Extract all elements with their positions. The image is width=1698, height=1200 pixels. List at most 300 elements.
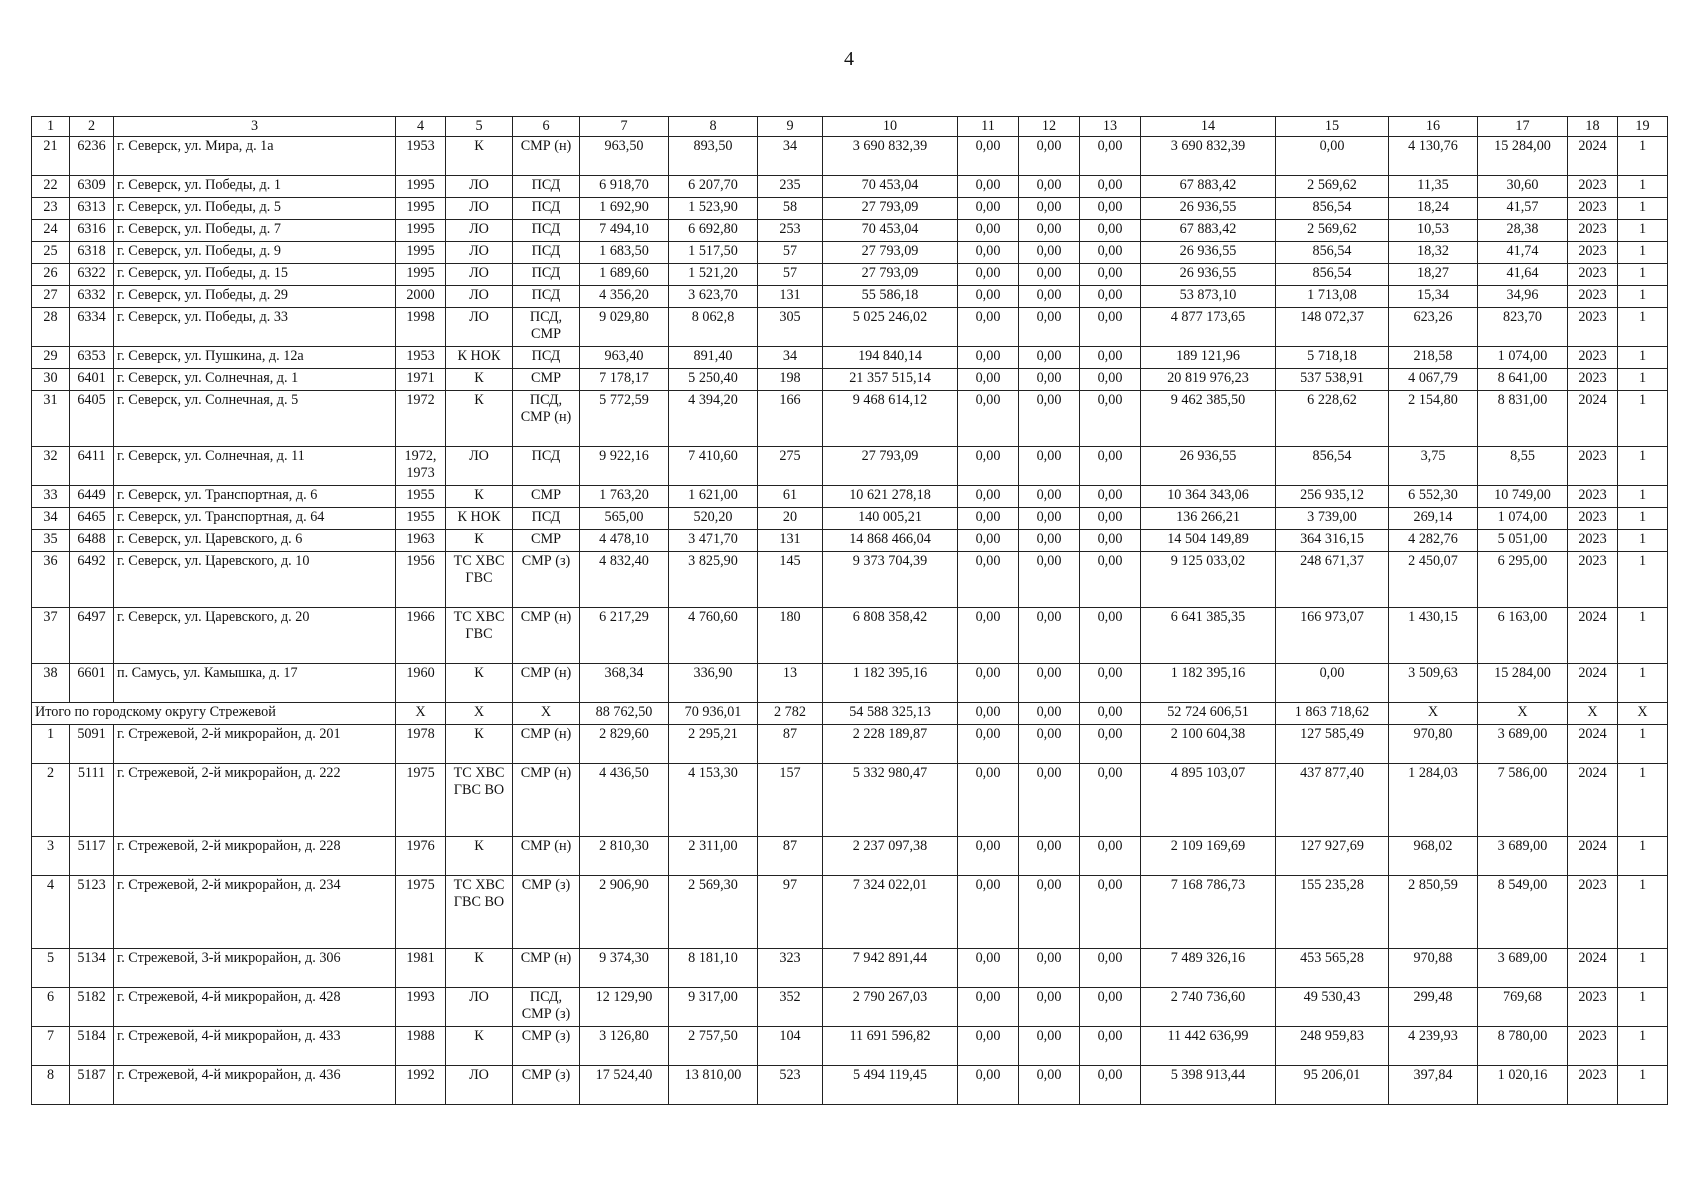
table-row <box>32 242 1668 264</box>
area-living: 5 250,40 <box>669 369 758 391</box>
cost-col-11: 0,00 <box>958 176 1019 198</box>
subtotal-cost-col-13: 0,00 <box>1080 703 1141 725</box>
cost-col-12: 0,00 <box>1019 837 1080 876</box>
cost-col-13: 0,00 <box>1080 1066 1141 1105</box>
cost-col-14: 4 895 103,07 <box>1141 764 1276 837</box>
table-row <box>32 220 1668 242</box>
work-type: К <box>446 837 513 876</box>
cost-total: 7 324 022,01 <box>823 876 958 949</box>
area-total: 2 906,90 <box>580 876 669 949</box>
subtotal-row <box>32 703 1668 725</box>
stage: ПСД <box>513 176 580 198</box>
cost-col-12: 0,00 <box>1019 486 1080 508</box>
cost-col-12: 0,00 <box>1019 391 1080 447</box>
building-code: 6601 <box>70 664 114 703</box>
cost-col-12: 0,00 <box>1019 369 1080 391</box>
work-type: ЛО <box>446 286 513 308</box>
address: п. Самусь, ул. Камышка, д. 17 <box>114 664 396 703</box>
cost-col-12: 0,00 <box>1019 447 1080 486</box>
cost-col-11: 0,00 <box>958 837 1019 876</box>
building-code: 6309 <box>70 176 114 198</box>
cost-col-15: 537 538,91 <box>1276 369 1389 391</box>
work-type: ТС ХВС ГВС ВО <box>446 876 513 949</box>
stage: СМР (н) <box>513 137 580 176</box>
cost-col-15: 95 206,01 <box>1276 1066 1389 1105</box>
cost-total: 9 373 704,39 <box>823 552 958 608</box>
residents: 145 <box>758 552 823 608</box>
area-living: 13 810,00 <box>669 1066 758 1105</box>
residents: 131 <box>758 286 823 308</box>
row-index: 21 <box>32 137 70 176</box>
year-planned: 2023 <box>1568 530 1618 552</box>
subtotal-cost-col-15: 1 863 718,62 <box>1276 703 1389 725</box>
cost-total: 5 332 980,47 <box>823 764 958 837</box>
cost-col-14: 4 877 173,65 <box>1141 308 1276 347</box>
row-index: 6 <box>32 988 70 1027</box>
row-index: 3 <box>32 837 70 876</box>
area-living: 2 295,21 <box>669 725 758 764</box>
cost-col-15: 453 565,28 <box>1276 949 1389 988</box>
work-type: ЛО <box>446 1066 513 1105</box>
cost-col-14: 7 168 786,73 <box>1141 876 1276 949</box>
area-living: 2 757,50 <box>669 1027 758 1066</box>
cost-col-13: 0,00 <box>1080 1027 1141 1066</box>
cost-col-14: 14 504 149,89 <box>1141 530 1276 552</box>
year-planned: 2023 <box>1568 264 1618 286</box>
cost-col-13: 0,00 <box>1080 764 1141 837</box>
cost-col-14: 6 641 385,35 <box>1141 608 1276 664</box>
max-unit-cost: 769,68 <box>1478 988 1568 1027</box>
area-total: 2 829,60 <box>580 725 669 764</box>
col-19: 1 <box>1618 286 1668 308</box>
cost-total: 27 793,09 <box>823 447 958 486</box>
area-living: 4 153,30 <box>669 764 758 837</box>
residents: 235 <box>758 176 823 198</box>
year-planned: 2023 <box>1568 220 1618 242</box>
cost-total: 10 621 278,18 <box>823 486 958 508</box>
table-row <box>32 447 1668 486</box>
cost-col-13: 0,00 <box>1080 486 1141 508</box>
cost-col-15: 856,54 <box>1276 242 1389 264</box>
unit-cost: 18,32 <box>1389 242 1478 264</box>
area-living: 1 521,20 <box>669 264 758 286</box>
cost-total: 27 793,09 <box>823 198 958 220</box>
year-built: 1960 <box>396 664 446 703</box>
cost-col-14: 5 398 913,44 <box>1141 1066 1276 1105</box>
year-built: 1972 <box>396 391 446 447</box>
cost-col-11: 0,00 <box>958 1066 1019 1105</box>
work-type: ЛО <box>446 242 513 264</box>
stage: СМР (н) <box>513 725 580 764</box>
area-living: 1 621,00 <box>669 486 758 508</box>
cost-col-13: 0,00 <box>1080 286 1141 308</box>
max-unit-cost: 8 549,00 <box>1478 876 1568 949</box>
residents: 305 <box>758 308 823 347</box>
max-unit-cost: 1 074,00 <box>1478 347 1568 369</box>
address: г. Стрежевой, 4-й микрорайон, д. 436 <box>114 1066 396 1105</box>
area-living: 3 471,70 <box>669 530 758 552</box>
cost-col-12: 0,00 <box>1019 220 1080 242</box>
area-living: 3 623,70 <box>669 286 758 308</box>
row-index: 29 <box>32 347 70 369</box>
work-type: К <box>446 486 513 508</box>
cost-col-13: 0,00 <box>1080 988 1141 1027</box>
column-number: 8 <box>669 117 758 137</box>
year-built: 1981 <box>396 949 446 988</box>
col-19: 1 <box>1618 837 1668 876</box>
address: г. Стрежевой, 2-й микрорайон, д. 201 <box>114 725 396 764</box>
area-total: 9 374,30 <box>580 949 669 988</box>
building-code: 6316 <box>70 220 114 242</box>
cost-col-15: 3 739,00 <box>1276 508 1389 530</box>
address: г. Северск, ул. Царевского, д. 10 <box>114 552 396 608</box>
building-code: 6322 <box>70 264 114 286</box>
unit-cost: 1 430,15 <box>1389 608 1478 664</box>
cost-total: 194 840,14 <box>823 347 958 369</box>
cost-total: 1 182 395,16 <box>823 664 958 703</box>
cost-col-15: 856,54 <box>1276 447 1389 486</box>
unit-cost: 970,80 <box>1389 725 1478 764</box>
address: г. Северск, ул. Транспортная, д. 6 <box>114 486 396 508</box>
cost-col-11: 0,00 <box>958 308 1019 347</box>
max-unit-cost: 3 689,00 <box>1478 949 1568 988</box>
address: г. Стрежевой, 2-й микрорайон, д. 228 <box>114 837 396 876</box>
residents: 87 <box>758 837 823 876</box>
cost-col-14: 9 462 385,50 <box>1141 391 1276 447</box>
cost-col-15: 2 569,62 <box>1276 220 1389 242</box>
cost-col-11: 0,00 <box>958 220 1019 242</box>
col-19: 1 <box>1618 447 1668 486</box>
area-living: 893,50 <box>669 137 758 176</box>
residents: 34 <box>758 137 823 176</box>
table-row <box>32 508 1668 530</box>
stage: СМР (н) <box>513 949 580 988</box>
col-19: 1 <box>1618 1027 1668 1066</box>
row-index: 8 <box>32 1066 70 1105</box>
building-code: 6353 <box>70 347 114 369</box>
year-planned: 2023 <box>1568 198 1618 220</box>
cost-col-13: 0,00 <box>1080 876 1141 949</box>
max-unit-cost: 41,64 <box>1478 264 1568 286</box>
unit-cost: 299,48 <box>1389 988 1478 1027</box>
cost-col-15: 2 569,62 <box>1276 176 1389 198</box>
table-row <box>32 286 1668 308</box>
area-living: 8 181,10 <box>669 949 758 988</box>
cost-col-11: 0,00 <box>958 764 1019 837</box>
cost-col-14: 26 936,55 <box>1141 198 1276 220</box>
area-total: 1 763,20 <box>580 486 669 508</box>
col-19: 1 <box>1618 369 1668 391</box>
unit-cost: 18,27 <box>1389 264 1478 286</box>
address: г. Северск, ул. Солнечная, д. 1 <box>114 369 396 391</box>
area-total: 368,34 <box>580 664 669 703</box>
max-unit-cost: 41,57 <box>1478 198 1568 220</box>
year-built: 1975 <box>396 876 446 949</box>
building-code: 6449 <box>70 486 114 508</box>
row-index: 23 <box>32 198 70 220</box>
area-living: 7 410,60 <box>669 447 758 486</box>
area-total: 963,50 <box>580 137 669 176</box>
year-built: 1976 <box>396 837 446 876</box>
residents: 166 <box>758 391 823 447</box>
building-code: 6332 <box>70 286 114 308</box>
column-number: 6 <box>513 117 580 137</box>
col-19: 1 <box>1618 876 1668 949</box>
cost-col-14: 1 182 395,16 <box>1141 664 1276 703</box>
unit-cost: 6 552,30 <box>1389 486 1478 508</box>
cost-total: 6 808 358,42 <box>823 608 958 664</box>
cost-col-13: 0,00 <box>1080 837 1141 876</box>
table-row <box>32 988 1668 1027</box>
row-index: 2 <box>32 764 70 837</box>
residents: 57 <box>758 264 823 286</box>
table-row <box>32 837 1668 876</box>
work-type: К <box>446 530 513 552</box>
residents: 34 <box>758 347 823 369</box>
address: г. Северск, ул. Царевского, д. 6 <box>114 530 396 552</box>
building-code: 6236 <box>70 137 114 176</box>
cost-col-13: 0,00 <box>1080 347 1141 369</box>
cost-col-12: 0,00 <box>1019 264 1080 286</box>
year-planned: 2023 <box>1568 176 1618 198</box>
year-built: 1956 <box>396 552 446 608</box>
cost-col-15: 0,00 <box>1276 664 1389 703</box>
area-total: 7 494,10 <box>580 220 669 242</box>
work-type: ЛО <box>446 198 513 220</box>
row-index: 33 <box>32 486 70 508</box>
cost-col-14: 67 883,42 <box>1141 220 1276 242</box>
table-row <box>32 308 1668 347</box>
area-living: 6 692,80 <box>669 220 758 242</box>
subtotal-stage: Х <box>513 703 580 725</box>
year-built: 1966 <box>396 608 446 664</box>
work-type: К <box>446 725 513 764</box>
area-living: 6 207,70 <box>669 176 758 198</box>
subtotal-cost-col-14: 52 724 606,51 <box>1141 703 1276 725</box>
cost-col-14: 136 266,21 <box>1141 508 1276 530</box>
unit-cost: 2 154,80 <box>1389 391 1478 447</box>
area-total: 5 772,59 <box>580 391 669 447</box>
max-unit-cost: 34,96 <box>1478 286 1568 308</box>
year-built: 1953 <box>396 347 446 369</box>
table-row <box>32 347 1668 369</box>
residents: 104 <box>758 1027 823 1066</box>
table-row <box>32 264 1668 286</box>
area-living: 3 825,90 <box>669 552 758 608</box>
cost-col-13: 0,00 <box>1080 530 1141 552</box>
year-built: 1995 <box>396 176 446 198</box>
area-total: 9 922,16 <box>580 447 669 486</box>
area-total: 4 436,50 <box>580 764 669 837</box>
stage: СМР (з) <box>513 1066 580 1105</box>
row-index: 24 <box>32 220 70 242</box>
year-planned: 2023 <box>1568 552 1618 608</box>
row-index: 30 <box>32 369 70 391</box>
col-19: 1 <box>1618 308 1668 347</box>
col-19: 1 <box>1618 176 1668 198</box>
building-code: 6492 <box>70 552 114 608</box>
cost-col-11: 0,00 <box>958 447 1019 486</box>
table-row <box>32 176 1668 198</box>
subtotal-area-total: 88 762,50 <box>580 703 669 725</box>
work-type: ТС ХВС ГВС ВО <box>446 764 513 837</box>
cost-total: 21 357 515,14 <box>823 369 958 391</box>
max-unit-cost: 6 163,00 <box>1478 608 1568 664</box>
cost-col-13: 0,00 <box>1080 369 1141 391</box>
cost-col-11: 0,00 <box>958 1027 1019 1066</box>
stage: СМР <box>513 530 580 552</box>
building-code: 6334 <box>70 308 114 347</box>
stage: ПСД <box>513 264 580 286</box>
cost-col-14: 7 489 326,16 <box>1141 949 1276 988</box>
work-type: К <box>446 369 513 391</box>
max-unit-cost: 3 689,00 <box>1478 837 1568 876</box>
cost-col-14: 53 873,10 <box>1141 286 1276 308</box>
cost-total: 140 005,21 <box>823 508 958 530</box>
cost-col-15: 127 927,69 <box>1276 837 1389 876</box>
year-planned: 2024 <box>1568 837 1618 876</box>
area-total: 963,40 <box>580 347 669 369</box>
cost-col-15: 166 973,07 <box>1276 608 1389 664</box>
cost-col-15: 256 935,12 <box>1276 486 1389 508</box>
residents: 58 <box>758 198 823 220</box>
unit-cost: 3 509,63 <box>1389 664 1478 703</box>
address: г. Северск, ул. Победы, д. 15 <box>114 264 396 286</box>
row-index: 4 <box>32 876 70 949</box>
table-row <box>32 764 1668 837</box>
cost-col-13: 0,00 <box>1080 608 1141 664</box>
year-built: 1993 <box>396 988 446 1027</box>
stage: ПСД, СМР (н) <box>513 391 580 447</box>
unit-cost: 4 239,93 <box>1389 1027 1478 1066</box>
stage: СМР <box>513 486 580 508</box>
residents: 352 <box>758 988 823 1027</box>
cost-col-12: 0,00 <box>1019 949 1080 988</box>
col-19: 1 <box>1618 347 1668 369</box>
cost-col-12: 0,00 <box>1019 1066 1080 1105</box>
cost-col-12: 0,00 <box>1019 286 1080 308</box>
column-number: 15 <box>1276 117 1389 137</box>
cost-col-12: 0,00 <box>1019 664 1080 703</box>
year-planned: 2023 <box>1568 508 1618 530</box>
stage: ПСД <box>513 242 580 264</box>
max-unit-cost: 41,74 <box>1478 242 1568 264</box>
area-total: 6 918,70 <box>580 176 669 198</box>
col-19: 1 <box>1618 220 1668 242</box>
cost-col-14: 11 442 636,99 <box>1141 1027 1276 1066</box>
building-code: 6497 <box>70 608 114 664</box>
column-number: 7 <box>580 117 669 137</box>
work-type: К <box>446 664 513 703</box>
area-total: 4 832,40 <box>580 552 669 608</box>
column-number: 3 <box>114 117 396 137</box>
cost-col-13: 0,00 <box>1080 264 1141 286</box>
cost-col-11: 0,00 <box>958 664 1019 703</box>
max-unit-cost: 7 586,00 <box>1478 764 1568 837</box>
table-row <box>32 486 1668 508</box>
subtotal-col-19: Х <box>1618 703 1668 725</box>
area-total: 7 178,17 <box>580 369 669 391</box>
residents: 61 <box>758 486 823 508</box>
row-index: 36 <box>32 552 70 608</box>
stage: ПСД <box>513 198 580 220</box>
work-type: ЛО <box>446 988 513 1027</box>
subtotal-work-type: Х <box>446 703 513 725</box>
max-unit-cost: 10 749,00 <box>1478 486 1568 508</box>
row-index: 26 <box>32 264 70 286</box>
area-total: 17 524,40 <box>580 1066 669 1105</box>
cost-col-15: 148 072,37 <box>1276 308 1389 347</box>
cost-col-13: 0,00 <box>1080 391 1141 447</box>
column-number-row <box>32 117 1668 137</box>
work-type: ЛО <box>446 176 513 198</box>
cost-col-14: 3 690 832,39 <box>1141 137 1276 176</box>
unit-cost: 269,14 <box>1389 508 1478 530</box>
column-number: 19 <box>1618 117 1668 137</box>
subtotal-area-living: 70 936,01 <box>669 703 758 725</box>
year-planned: 2023 <box>1568 242 1618 264</box>
building-code: 6488 <box>70 530 114 552</box>
cost-col-11: 0,00 <box>958 486 1019 508</box>
row-index: 1 <box>32 725 70 764</box>
year-planned: 2024 <box>1568 391 1618 447</box>
table-row <box>32 949 1668 988</box>
cost-col-15: 0,00 <box>1276 137 1389 176</box>
unit-cost: 18,24 <box>1389 198 1478 220</box>
col-19: 1 <box>1618 242 1668 264</box>
address: г. Северск, ул. Транспортная, д. 64 <box>114 508 396 530</box>
stage: ПСД <box>513 347 580 369</box>
subtotal-year-built: Х <box>396 703 446 725</box>
year-built: 1995 <box>396 264 446 286</box>
cost-col-11: 0,00 <box>958 608 1019 664</box>
address: г. Северск, ул. Солнечная, д. 5 <box>114 391 396 447</box>
col-19: 1 <box>1618 949 1668 988</box>
cost-total: 9 468 614,12 <box>823 391 958 447</box>
cost-col-12: 0,00 <box>1019 530 1080 552</box>
building-code: 5091 <box>70 725 114 764</box>
cost-col-12: 0,00 <box>1019 725 1080 764</box>
row-index: 37 <box>32 608 70 664</box>
residents: 275 <box>758 447 823 486</box>
work-type: ЛО <box>446 308 513 347</box>
column-number: 13 <box>1080 117 1141 137</box>
residents: 198 <box>758 369 823 391</box>
cost-col-15: 1 713,08 <box>1276 286 1389 308</box>
cost-col-11: 0,00 <box>958 552 1019 608</box>
cost-col-13: 0,00 <box>1080 552 1141 608</box>
row-index: 34 <box>32 508 70 530</box>
table-row <box>32 137 1668 176</box>
year-planned: 2023 <box>1568 876 1618 949</box>
building-code: 6401 <box>70 369 114 391</box>
work-type: К НОК <box>446 347 513 369</box>
cost-total: 2 237 097,38 <box>823 837 958 876</box>
work-type: ЛО <box>446 447 513 486</box>
cost-col-11: 0,00 <box>958 876 1019 949</box>
max-unit-cost: 8,55 <box>1478 447 1568 486</box>
stage: ПСД, СМР <box>513 308 580 347</box>
cost-col-14: 20 819 976,23 <box>1141 369 1276 391</box>
year-built: 1963 <box>396 530 446 552</box>
cost-col-15: 5 718,18 <box>1276 347 1389 369</box>
page-number: 4 <box>844 48 854 70</box>
address: г. Северск, ул. Победы, д. 29 <box>114 286 396 308</box>
col-19: 1 <box>1618 137 1668 176</box>
column-number: 18 <box>1568 117 1618 137</box>
stage: ПСД <box>513 508 580 530</box>
cost-col-14: 26 936,55 <box>1141 242 1276 264</box>
